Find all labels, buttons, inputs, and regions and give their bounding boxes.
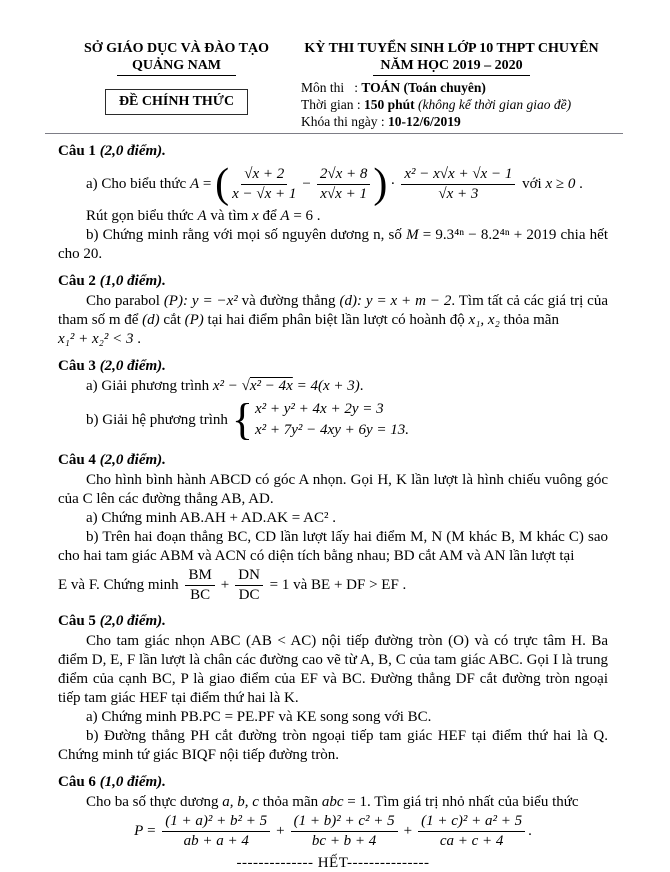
fraction [317,166,371,203]
fraction [418,813,525,850]
department-line2-wrap [58,57,295,76]
exam-title-line1: KỲ THI TUYỂN SINH LỚP 10 THPT CHUYÊN [304,41,599,56]
cau5-body: Cho tam giác nhọn ABC (AB < AC) nội tiếp đường tròn (O) và có trực tâm H. Ba điểm D, E, F lần lượt là chân các đường cao vẽ từ A, B, C của tam giác ABC. Gọi I là trung điểm của cạnh BC, P là giao điểm của EF và BC. Đường thẳng DF cắt đường tròn ngoại tiếp tam giác HEF tại điểm thứ hai là K. [58,633,608,706]
cau2-inequality: x₁² + x₂² < 3 . [58,331,141,347]
plus-operator: + [220,577,230,593]
official-exam-box: ĐỀ CHÍNH THỨC [105,89,248,115]
cau3-b-system [58,397,608,443]
fraction-numerator: (1 + b)² + c² + 5 [291,813,398,832]
fraction [162,813,270,850]
exam-title-line2: NĂM HỌC 2019 – 2020 [373,57,529,76]
cau4-math-suffix: = 1 và BE + DF > EF . [265,577,407,593]
exam-meta [295,79,608,130]
header-left-block [58,40,295,115]
exam-title-line2-wrap [295,57,608,76]
cau5-b-body: b) Đường thẳng PH cắt đường tròn ngoại tiếp tam giác HEF tại điểm thứ hai là Q. Chứng minh tứ giác BIQF nội tiếp đường tròn. [58,728,608,763]
fraction-denominator: √x + 3 [438,185,479,202]
fraction [291,813,398,850]
fraction-numerator: (1 + a)² + b² + 5 [162,813,270,832]
close-paren: ) [373,161,388,207]
equation-system [255,400,409,440]
fraction-numerator: √x + 2 [241,166,287,185]
cau1-b-text: b) Chứng minh rằng với mọi số nguyên dương n, số M = 9.3⁴ⁿ − 8.2⁴ⁿ + 2019 chia hết cho 20. [58,227,609,262]
fraction-denominator: bc + b + 4 [311,833,377,849]
department-line2: QUẢNG NAM [117,57,236,76]
cau4-intro: Cho hình bình hành ABCD có góc A nhọn. Gọi H, K lần lượt là hình chiếu vuông góc của C lên các đường thẳng AB, AD. [58,472,608,507]
cau1-a-suffix: với x ≥ 0 . [518,175,583,192]
fraction-denominator: ab + a + 4 [183,833,249,849]
cau6-intro: Cho ba số thực dương a, b, c thỏa mãn abc = 1. Tìm giá trị nhỏ nhất của biểu thức [86,794,579,810]
official-box-wrap [58,76,295,115]
fraction-numerator: (1 + c)² + a² + 5 [418,813,525,832]
open-paren: ( [215,161,230,207]
cau2-heading: Câu 2 (1,0 điểm). [58,273,166,289]
header-divider [45,133,623,134]
header [58,40,608,130]
fraction [401,166,515,203]
fraction-numerator: DN [235,567,263,586]
system-equation-2: x² + 7y² − 4xy + 6y = 13. [255,422,410,438]
dot-operator: · [390,175,396,192]
subject-line: Môn thi : TOÁN (Toán chuyên) [301,80,486,95]
cau1-a-note: Rút gọn biểu thức A và tìm x để A = 6 . [86,208,321,224]
department-line1: SỞ GIÁO DỤC VÀ ĐÀO TẠO [83,41,269,56]
cau1-a-prefix: a) Cho biểu thức A = [86,175,216,192]
cau4-a-line: a) Chứng minh AB.AH + AD.AK = AC² . [86,510,336,526]
fraction-denominator: x√x + 1 [320,185,367,202]
fraction [235,567,263,604]
cau6-formula [58,813,608,850]
fraction [232,166,296,203]
system-brace: { [231,395,253,444]
minus-operator: − [302,175,311,192]
end-marker: -------------- HẾT--------------- [236,855,430,871]
fraction [185,567,214,604]
cau3-a-line: a) Giải phương trình x² − √x² − 4x = 4(x + 3). [86,378,364,394]
fraction-denominator: ca + c + 4 [439,833,504,849]
cau4-math-prefix: E và F. Chứng minh [58,577,183,593]
fraction-numerator: BM [185,567,214,586]
sentence-period: . [528,823,532,839]
cau3-heading: Câu 3 (2,0 điểm). [58,358,166,374]
cau3-b-prefix: b) Giải hệ phương trình [86,411,228,428]
fraction-denominator: x − √x + 1 [232,185,297,202]
fraction-numerator: x² − x√x + √x − 1 [401,166,515,185]
cau1-a-formula [58,162,608,206]
plus-operator: + [276,823,285,839]
fraction-denominator: DC [238,587,260,603]
cau6-p-prefix: P = [134,823,160,839]
cau4-b-math-line [58,567,608,604]
cau5-a-line: a) Chứng minh PB.PC = PE.PF và KE song song với BC. [86,709,432,725]
cau4-heading: Câu 4 (2,0 điểm). [58,452,166,468]
cau1-heading: Câu 1 (2,0 điểm). [58,143,166,159]
cau5-heading: Câu 5 (2,0 điểm). [58,613,166,629]
fraction-numerator: 2√x + 8 [317,166,371,185]
plus-operator: + [403,823,413,839]
duration-line: Thời gian : 150 phút (không kể thời gian giao đề) [301,97,572,112]
exam-date-line: Khóa thi ngày : 10-12/6/2019 [301,114,461,129]
system-equation-1: x² + y² + 4x + 2y = 3 [255,401,384,417]
cau2-body: Cho parabol (P): y = −x² và đường thẳng (d): y = x + m − 2. Tìm tất cả các giá trị của tham số m để (d) cắt (P) tại hai điểm phân biệt lần lượt có hoành độ x₁, x₂ thỏa mãn [58,293,608,328]
header-right-block [295,40,608,130]
cau6-heading: Câu 6 (1,0 điểm). [58,774,166,790]
fraction-denominator: BC [190,587,211,603]
cau4-b-body: b) Trên hai đoạn thẳng BC, CD lần lượt lấy hai điểm M, N (M khác B, M khác C) sao cho hai tam giác ABM và ACN có diện tích bằng nhau; BD cắt AM và AN lần lượt tại [58,529,608,564]
